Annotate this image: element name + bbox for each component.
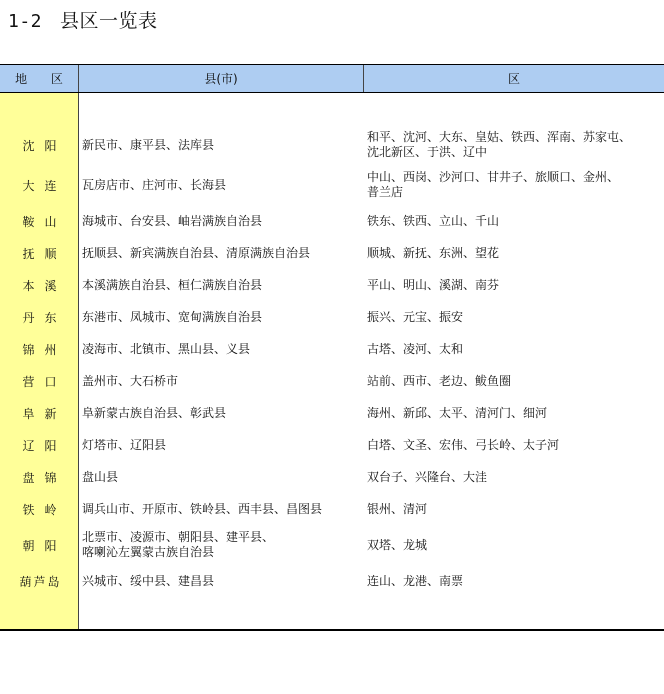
region-cell: 盘锦 <box>22 470 67 485</box>
table-row <box>0 205 664 237</box>
table-row <box>0 397 664 429</box>
district-cell: 古塔、凌河、太和 <box>367 341 464 356</box>
table-row <box>0 301 664 333</box>
table-row <box>0 365 664 397</box>
table-row <box>0 461 664 493</box>
county-cell: 抚顺县、新宾满族自治县、清原满族自治县 <box>82 245 311 260</box>
district-cell: 白塔、文圣、宏伟、弓长岭、太子河 <box>367 437 560 452</box>
region-cell: 阜新 <box>22 406 67 421</box>
district-cell: 双塔、龙城 <box>367 537 428 552</box>
district-cell: 站前、西市、老边、鲅鱼圈 <box>367 373 512 388</box>
district-cell: 顺城、新抚、东洲、望花 <box>367 245 500 260</box>
district-cell: 振兴、元宝、振安 <box>367 309 464 324</box>
region-cell: 铁岭 <box>22 502 67 517</box>
region-cell: 营口 <box>22 374 67 389</box>
district-cell: 和平、沈河、大东、皇姑、铁西、浑南、苏家屯、 沈北新区、于洪、辽中 <box>367 130 632 159</box>
county-cell: 凌海市、北镇市、黑山县、义县 <box>82 341 251 356</box>
table-row <box>0 493 664 525</box>
table-row <box>0 565 664 597</box>
table-row <box>0 333 664 365</box>
region-cell: 辽阳 <box>22 438 67 453</box>
region-cell: 朝阳 <box>22 538 67 553</box>
county-cell: 兴城市、绥中县、建昌县 <box>82 573 215 588</box>
table-row <box>0 529 664 561</box>
table-row <box>0 169 664 201</box>
table-row <box>0 269 664 301</box>
county-cell: 盘山县 <box>82 469 119 484</box>
column-header-district: 区 <box>507 72 520 86</box>
table-header <box>0 65 664 92</box>
title-text: 县区一览表 <box>60 10 158 32</box>
district-cell: 银州、清河 <box>367 501 428 516</box>
county-cell: 海城市、台安县、岫岩满族自治县 <box>82 213 263 228</box>
region-cell: 锦州 <box>22 342 67 357</box>
table-row <box>0 129 664 161</box>
county-cell: 灯塔市、辽阳县 <box>82 437 167 452</box>
county-cell: 北票市、凌源市、朝阳县、建平县、 喀喇沁左翼蒙古族自治县 <box>82 530 275 559</box>
county-cell: 瓦房店市、庄河市、长海县 <box>82 177 227 192</box>
region-cell: 丹东 <box>22 310 67 325</box>
column-header-county: 县(市) <box>79 65 364 92</box>
district-cell: 连山、龙港、南票 <box>367 573 464 588</box>
table-row <box>0 237 664 269</box>
county-cell: 新民市、康平县、法库县 <box>82 137 215 152</box>
district-cell: 双台子、兴隆台、大洼 <box>367 469 488 484</box>
page-title <box>8 6 158 33</box>
district-cell: 平山、明山、溪湖、南芬 <box>367 277 500 292</box>
region-cell: 鞍山 <box>22 214 67 229</box>
region-cell: 抚顺 <box>22 246 67 261</box>
county-cell: 本溪满族自治县、桓仁满族自治县 <box>82 277 263 292</box>
district-cell: 铁东、铁西、立山、千山 <box>367 213 500 228</box>
county-cell: 东港市、凤城市、宽甸满族自治县 <box>82 309 263 324</box>
title-number: 1-2 <box>8 11 43 32</box>
column-header-region: 地 区 <box>0 65 79 92</box>
district-cell: 海州、新邱、太平、清河门、细河 <box>367 405 548 420</box>
region-cell: 大连 <box>22 178 67 193</box>
county-cell: 盖州市、大石桥市 <box>82 373 179 388</box>
region-cell: 沈阳 <box>22 138 67 153</box>
county-cell: 调兵山市、开原市、铁岭县、西丰县、昌图县 <box>82 501 323 516</box>
region-cell: 本溪 <box>22 278 67 293</box>
county-cell: 阜新蒙古族自治县、彰武县 <box>82 405 227 420</box>
table-row <box>0 429 664 461</box>
region-cell: 葫芦岛 <box>19 574 62 589</box>
table-bottom-rule <box>0 629 664 631</box>
header-bottom-rule <box>0 92 664 93</box>
district-cell: 中山、西岗、沙河口、甘井子、旅顺口、金州、 普兰店 <box>367 170 620 199</box>
